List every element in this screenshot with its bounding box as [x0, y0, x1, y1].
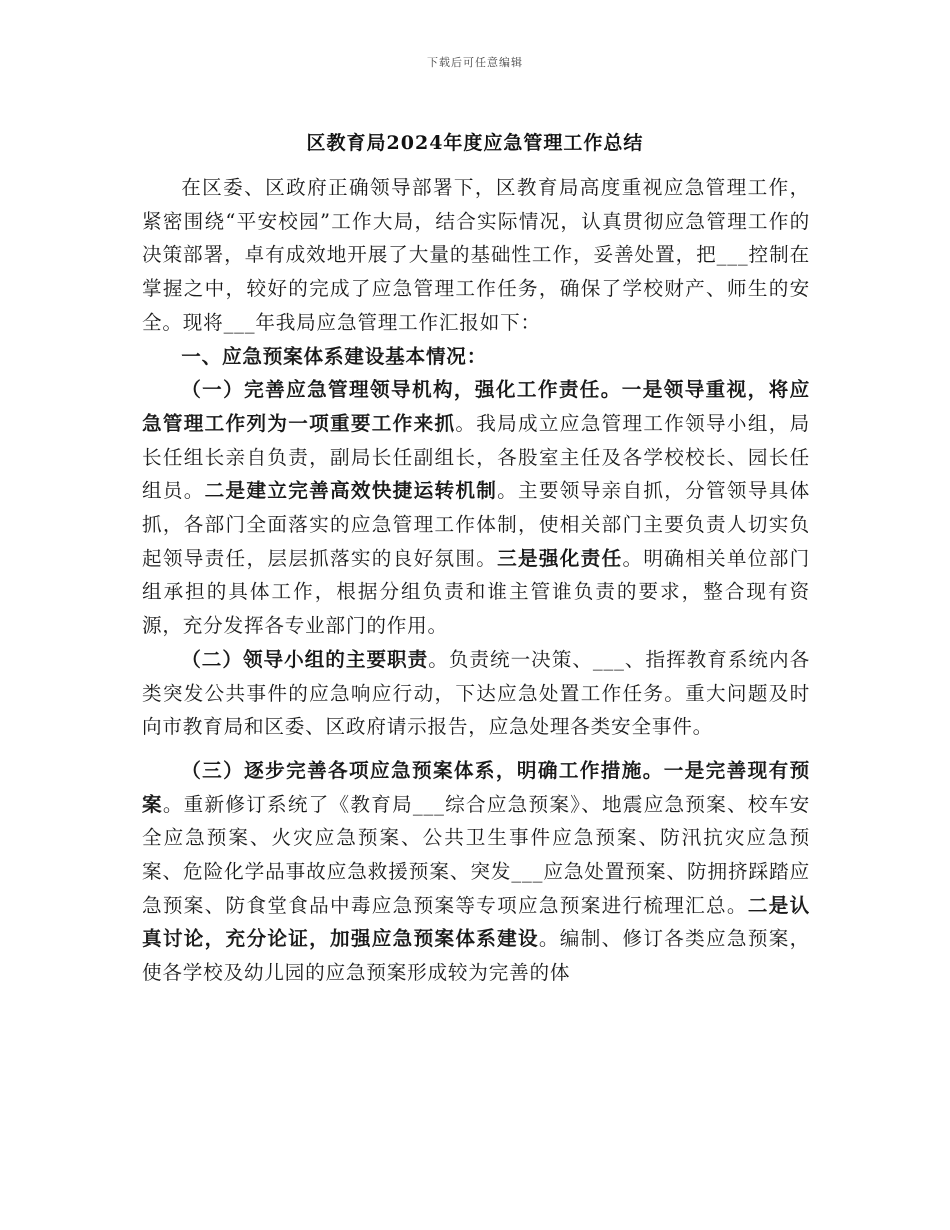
document-body — [142, 171, 810, 990]
bold-phrase: 三是强化责任 — [497, 546, 623, 570]
paragraph-text: 。负责统一决策、___、指挥教育系统内各类突发公共事件的应急响应行动，下达应急处置工作任务。重大问题及时向市教育局和区委、区政府请示报告，应急处理各类安全事件。 — [142, 647, 810, 739]
paragraph-section-1-1 — [142, 373, 810, 643]
bold-phrase: （二）领导小组的主要职责 — [181, 647, 429, 671]
bold-phrase: （一）完善应急管理领导机构，强化工作责任。一是领导重视，将应急管理工作列为一项重要工作来抓 — [142, 378, 810, 435]
bold-phrase: （三）逐步完善各项应急预案体系，明确工作措施。一是完善现有预案 — [142, 758, 810, 816]
paragraph-text: 。我局成立应急管理工作领导小组，局长任组长亲自负责，副局长任副组长，各股室主任及各学校校长、园长任组员。 — [142, 411, 810, 503]
paragraph-text: 。主要领导亲自抓，分管领导具体抓，各部门全面落实的应急管理工作体制，使相关部门主要负责人切实负起领导责任，层层抓落实的良好氛围。 — [142, 479, 810, 570]
intro-paragraph: 在区委、区政府正确领导部署下，区教育局高度重视应急管理工作，紧密围绕“平安校园”工作大局，结合实际情况，认真贯彻应急管理工作的决策部署，卓有成效地开展了大量的基础性工作，妥善处置，把___控制在掌握之中，较好的完成了应急管理工作任务，确保了学校财产、师生的安全。现将___年我局应急管理工作汇报如下： — [142, 176, 810, 334]
bold-phrase: 二是认真讨论，充分论证，加强应急预案体系建设 — [142, 893, 811, 951]
paragraph-text: 。明确相关单位部门组承担的具体工作，根据分组负责和谁主管谁负责的要求，整合现有资源，充分发挥各专业部门的作用。 — [142, 546, 810, 638]
document-title: 区教育局2024年度应急管理工作总结 — [306, 132, 644, 154]
paragraph-text: 。重新修订系统了《教育局___综合应急预案》、地震应急预案、校车安全应急预案、火灾应急预案、公共卫生事件应急预案、防汛抗灾应急预案、危险化学品事故应急救援预案、突发___应急处置预案、防拥挤踩踏应急预案、防食堂食品中毒应急预案等专项应急预案进行梳理汇总。 — [142, 792, 810, 917]
bold-phrase: 二是建立完善高效快捷运转机制 — [204, 479, 498, 503]
paragraph-text: 。编制、修订各类应急预案，使各学校及幼儿园的应急预案形成较为完善的体 — [142, 927, 810, 985]
paragraph-section-1-3 — [142, 754, 810, 990]
page-header-note: 下载后可任意编辑 — [427, 56, 523, 69]
section-heading-1: 一、应急预案体系建设基本情况： — [181, 344, 488, 368]
paragraph-section-1-2 — [142, 643, 810, 744]
